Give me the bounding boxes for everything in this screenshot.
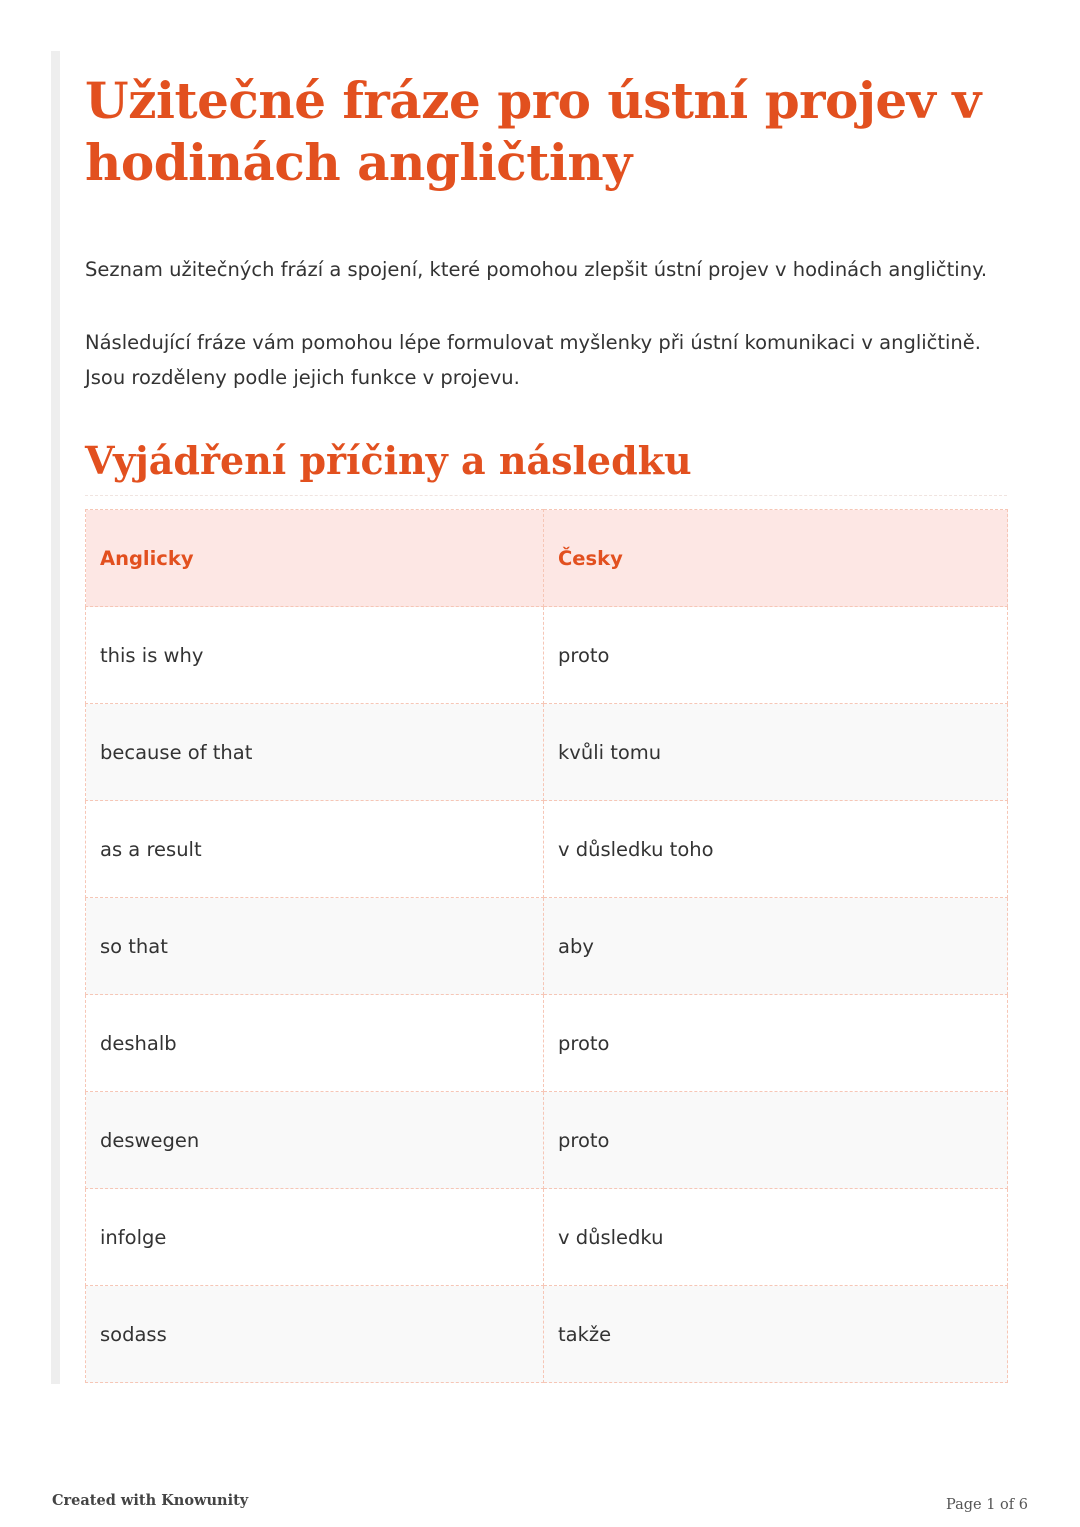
czech-translation: proto [544, 607, 1008, 704]
english-phrase: this is why [86, 607, 544, 704]
czech-translation: aby [544, 898, 1008, 995]
section-title: Vyjádření příčiny a následku [85, 435, 1007, 496]
czech-translation: takže [544, 1286, 1008, 1383]
czech-translation: kvůli tomu [544, 704, 1008, 801]
table-row [86, 1189, 1008, 1286]
czech-translation: proto [544, 995, 1008, 1092]
page-indicator: Page 1 of 6 [946, 1497, 1028, 1513]
english-phrase: deshalb [86, 995, 544, 1092]
table-row [86, 995, 1008, 1092]
english-phrase: infolge [86, 1189, 544, 1286]
table-header-row [86, 510, 1008, 607]
table-row [86, 801, 1008, 898]
intro-paragraph: Následující fráze vám pomohou lépe formulovat myšlenky při ústní komunikaci v angličtině. Jsou rozděleny podle jejich funkce v projevu. [85, 331, 981, 389]
table-row [86, 607, 1008, 704]
table-row [86, 898, 1008, 995]
english-phrase: as a result [86, 801, 544, 898]
page-title: Užitečné fráze pro ústní projev v hodinách angličtiny [85, 71, 981, 192]
table-row [86, 1286, 1008, 1383]
table-row [86, 1092, 1008, 1189]
czech-translation: v důsledku toho [544, 801, 1008, 898]
czech-translation: proto [544, 1092, 1008, 1189]
english-phrase: so that [86, 898, 544, 995]
column-header-czech: Česky [544, 510, 1008, 607]
intro-text: Seznam užitečných frází a spojení, které pomohou zlepšit ústní projev v hodinách angličtiny. [85, 258, 988, 281]
created-with-footer: Created with Knowunity [52, 1492, 249, 1509]
english-phrase: sodass [86, 1286, 544, 1383]
english-phrase: because of that [86, 704, 544, 801]
column-header-english: Anglicky [86, 510, 544, 607]
phrases-table [85, 509, 1008, 1383]
left-accent-bar [51, 51, 60, 1384]
czech-translation: v důsledku [544, 1189, 1008, 1286]
table-row [86, 704, 1008, 801]
english-phrase: deswegen [86, 1092, 544, 1189]
